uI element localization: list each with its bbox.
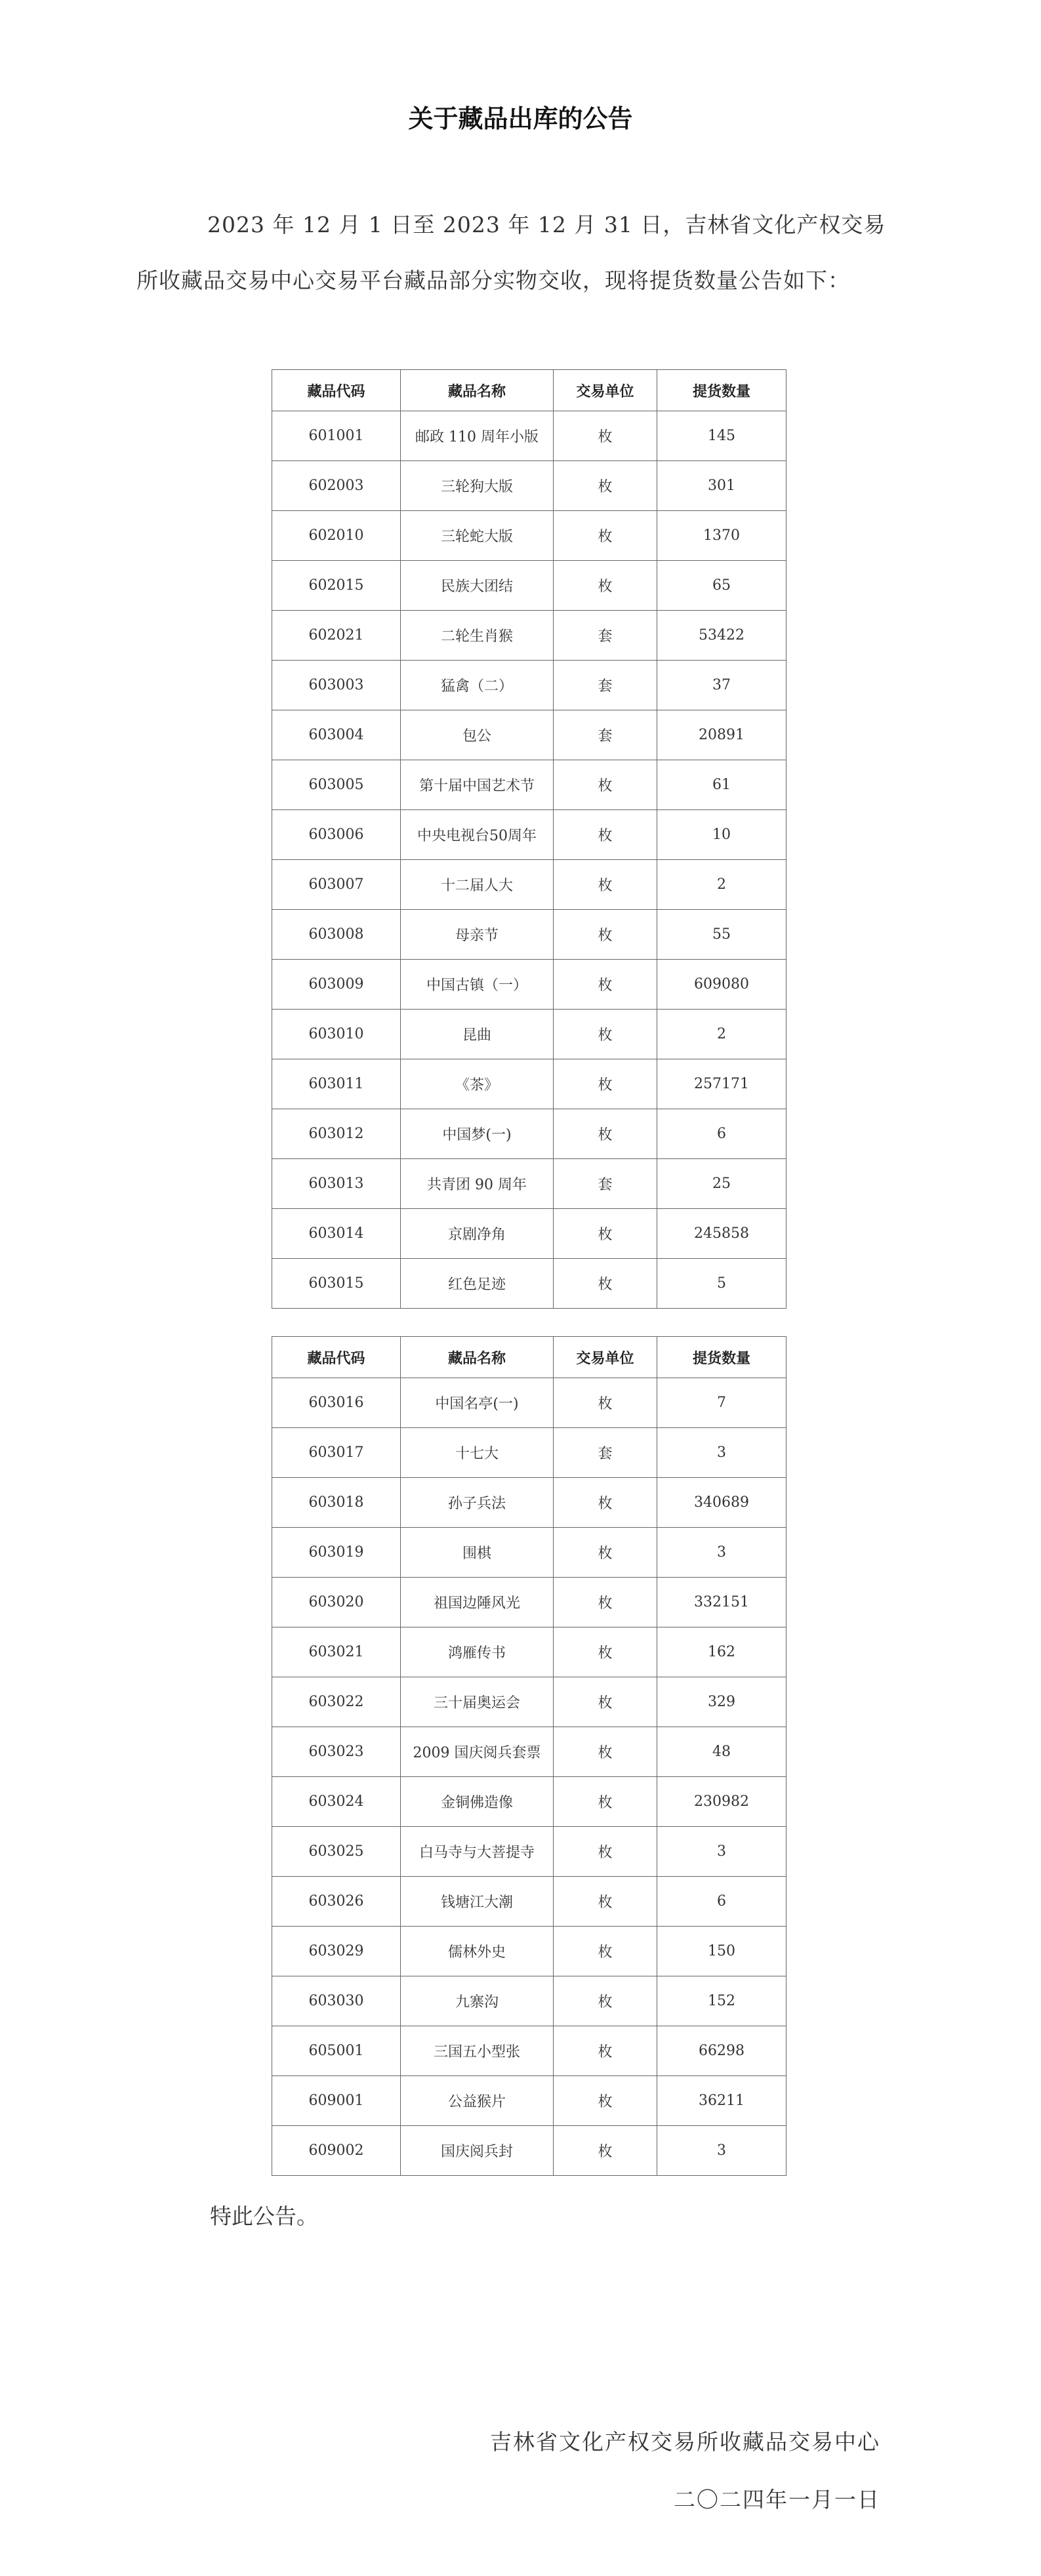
cell-name: 中央电视台50周年 bbox=[401, 810, 554, 860]
cell-code: 603007 bbox=[272, 860, 401, 910]
cell-unit: 枚 bbox=[554, 860, 657, 910]
cell-name: 中国梦(一) bbox=[401, 1109, 554, 1159]
cell-code: 603019 bbox=[272, 1528, 401, 1578]
cell-unit: 枚 bbox=[554, 561, 657, 611]
cell-unit: 枚 bbox=[554, 2076, 657, 2126]
cell-name: 包公 bbox=[401, 710, 554, 760]
cell-unit: 枚 bbox=[554, 1677, 657, 1727]
cell-code: 603021 bbox=[272, 1627, 401, 1677]
cell-quantity: 48 bbox=[657, 1727, 786, 1777]
cell-code: 603013 bbox=[272, 1159, 401, 1209]
table-row bbox=[272, 1059, 786, 1109]
stock-table-1 bbox=[272, 369, 786, 1309]
cell-quantity: 10 bbox=[657, 810, 786, 860]
cell-code: 602015 bbox=[272, 561, 401, 611]
header-code: 藏品代码 bbox=[272, 370, 401, 411]
cell-quantity: 65 bbox=[657, 561, 786, 611]
cell-name: 金铜佛造像 bbox=[401, 1777, 554, 1827]
cell-quantity: 5 bbox=[657, 1259, 786, 1309]
cell-quantity: 6 bbox=[657, 1109, 786, 1159]
cell-name: 三国五小型张 bbox=[401, 2026, 554, 2076]
table-row bbox=[272, 1378, 786, 1428]
cell-unit: 枚 bbox=[554, 2126, 657, 2176]
cell-unit: 枚 bbox=[554, 1827, 657, 1877]
cell-name: 鸿雁传书 bbox=[401, 1627, 554, 1677]
cell-unit: 枚 bbox=[554, 1378, 657, 1428]
cell-unit: 枚 bbox=[554, 1927, 657, 1976]
header-quantity: 提货数量 bbox=[657, 1337, 786, 1378]
cell-name: 猛禽（二） bbox=[401, 661, 554, 710]
cell-code: 603020 bbox=[272, 1578, 401, 1627]
cell-quantity: 230982 bbox=[657, 1777, 786, 1827]
cell-quantity: 609080 bbox=[657, 960, 786, 1010]
cell-quantity: 37 bbox=[657, 661, 786, 710]
cell-name: 中国名亭(一) bbox=[401, 1378, 554, 1428]
table-row bbox=[272, 2076, 786, 2126]
cell-name: 2009 国庆阅兵套票 bbox=[401, 1727, 554, 1777]
table-row bbox=[272, 760, 786, 810]
cell-unit: 套 bbox=[554, 611, 657, 661]
table-body bbox=[272, 411, 786, 1309]
cell-code: 602021 bbox=[272, 611, 401, 661]
cell-code: 602010 bbox=[272, 511, 401, 561]
header-name: 藏品名称 bbox=[401, 370, 554, 411]
cell-quantity: 162 bbox=[657, 1627, 786, 1677]
intro-paragraph: 2023 年 12 月 1 日至 2023 年 12 月 31 日，吉林省文化产权交易所收藏品交易中心交易平台藏品部分实物交收，现将提货数量公告如下： bbox=[136, 212, 886, 293]
table-row bbox=[272, 960, 786, 1010]
cell-unit: 枚 bbox=[554, 810, 657, 860]
cell-quantity: 3 bbox=[657, 1528, 786, 1578]
cell-quantity: 340689 bbox=[657, 1478, 786, 1528]
table-row bbox=[272, 1677, 786, 1727]
cell-name: 钱塘江大潮 bbox=[401, 1877, 554, 1927]
cell-code: 603029 bbox=[272, 1927, 401, 1976]
table-row bbox=[272, 810, 786, 860]
stock-table-2 bbox=[272, 1336, 786, 2176]
cell-unit: 套 bbox=[554, 1159, 657, 1209]
header-code: 藏品代码 bbox=[272, 1337, 401, 1378]
cell-code: 603009 bbox=[272, 960, 401, 1010]
table-row bbox=[272, 1528, 786, 1578]
cell-quantity: 329 bbox=[657, 1677, 786, 1727]
cell-code: 609002 bbox=[272, 2126, 401, 2176]
header-unit: 交易单位 bbox=[554, 1337, 657, 1378]
cell-code: 603005 bbox=[272, 760, 401, 810]
cell-unit: 枚 bbox=[554, 1109, 657, 1159]
cell-name: 中国古镇（一） bbox=[401, 960, 554, 1010]
cell-name: 三十届奥运会 bbox=[401, 1677, 554, 1727]
cell-unit: 套 bbox=[554, 710, 657, 760]
table-row bbox=[272, 1209, 786, 1259]
closing-text: 特此公告。 bbox=[210, 2203, 318, 2229]
cell-name: 白马寺与大菩提寺 bbox=[401, 1827, 554, 1877]
table-row bbox=[272, 860, 786, 910]
cell-code: 603018 bbox=[272, 1478, 401, 1528]
cell-code: 603030 bbox=[272, 1976, 401, 2026]
cell-code: 609001 bbox=[272, 2076, 401, 2126]
cell-unit: 枚 bbox=[554, 910, 657, 960]
cell-name: 祖国边陲风光 bbox=[401, 1578, 554, 1627]
table-row bbox=[272, 2026, 786, 2076]
table-row bbox=[272, 1627, 786, 1677]
cell-code: 602003 bbox=[272, 461, 401, 511]
cell-quantity: 2 bbox=[657, 1010, 786, 1059]
cell-unit: 枚 bbox=[554, 1976, 657, 2026]
cell-unit: 枚 bbox=[554, 1209, 657, 1259]
header-name: 藏品名称 bbox=[401, 1337, 554, 1378]
cell-quantity: 3 bbox=[657, 1428, 786, 1478]
cell-name: 昆曲 bbox=[401, 1010, 554, 1059]
table-row bbox=[272, 1159, 786, 1209]
cell-quantity: 20891 bbox=[657, 710, 786, 760]
table-row bbox=[272, 1428, 786, 1478]
page-title: 关于藏品出库的公告 bbox=[408, 104, 633, 133]
cell-name: 孙子兵法 bbox=[401, 1478, 554, 1528]
cell-unit: 枚 bbox=[554, 960, 657, 1010]
cell-unit: 枚 bbox=[554, 461, 657, 511]
cell-unit: 枚 bbox=[554, 1528, 657, 1578]
table-row bbox=[272, 561, 786, 611]
table-row bbox=[272, 1976, 786, 2026]
cell-quantity: 257171 bbox=[657, 1059, 786, 1109]
cell-code: 603010 bbox=[272, 1010, 401, 1059]
cell-code: 603017 bbox=[272, 1428, 401, 1478]
header-quantity: 提货数量 bbox=[657, 370, 786, 411]
cell-name: 二轮生肖猴 bbox=[401, 611, 554, 661]
cell-name: 国庆阅兵封 bbox=[401, 2126, 554, 2176]
cell-code: 603022 bbox=[272, 1677, 401, 1727]
cell-quantity: 3 bbox=[657, 2126, 786, 2176]
cell-name: 民族大团结 bbox=[401, 561, 554, 611]
cell-unit: 枚 bbox=[554, 511, 657, 561]
cell-unit: 枚 bbox=[554, 1478, 657, 1528]
table-row bbox=[272, 611, 786, 661]
table-row bbox=[272, 1877, 786, 1927]
cell-unit: 枚 bbox=[554, 1877, 657, 1927]
cell-quantity: 61 bbox=[657, 760, 786, 810]
cell-name: 儒林外史 bbox=[401, 1927, 554, 1976]
table-row bbox=[272, 1777, 786, 1827]
cell-quantity: 301 bbox=[657, 461, 786, 511]
header-unit: 交易单位 bbox=[554, 370, 657, 411]
cell-code: 605001 bbox=[272, 2026, 401, 2076]
cell-quantity: 2 bbox=[657, 860, 786, 910]
cell-code: 603015 bbox=[272, 1259, 401, 1309]
cell-unit: 枚 bbox=[554, 2026, 657, 2076]
table-row bbox=[272, 661, 786, 710]
table-row bbox=[272, 1827, 786, 1877]
table-row bbox=[272, 1259, 786, 1309]
table-row bbox=[272, 1927, 786, 1976]
cell-quantity: 3 bbox=[657, 1827, 786, 1877]
cell-unit: 枚 bbox=[554, 1578, 657, 1627]
cell-unit: 枚 bbox=[554, 1259, 657, 1309]
table-row bbox=[272, 710, 786, 760]
cell-code: 603025 bbox=[272, 1827, 401, 1877]
table-row bbox=[272, 461, 786, 511]
cell-code: 603023 bbox=[272, 1727, 401, 1777]
cell-code: 603012 bbox=[272, 1109, 401, 1159]
cell-quantity: 150 bbox=[657, 1927, 786, 1976]
table-body bbox=[272, 1378, 786, 2176]
cell-name: 共青团 90 周年 bbox=[401, 1159, 554, 1209]
signature-organization: 吉林省文化产权交易所收藏品交易中心 bbox=[490, 2429, 880, 2455]
cell-name: 邮政 110 周年小版 bbox=[401, 411, 554, 461]
cell-unit: 枚 bbox=[554, 1627, 657, 1677]
cell-quantity: 36211 bbox=[657, 2076, 786, 2126]
cell-quantity: 66298 bbox=[657, 2026, 786, 2076]
cell-unit: 枚 bbox=[554, 411, 657, 461]
cell-code: 603004 bbox=[272, 710, 401, 760]
cell-code: 603003 bbox=[272, 661, 401, 710]
table-row bbox=[272, 910, 786, 960]
cell-quantity: 7 bbox=[657, 1378, 786, 1428]
cell-name: 十二届人大 bbox=[401, 860, 554, 910]
cell-quantity: 1370 bbox=[657, 511, 786, 561]
cell-name: 公益猴片 bbox=[401, 2076, 554, 2126]
cell-code: 601001 bbox=[272, 411, 401, 461]
cell-unit: 枚 bbox=[554, 1010, 657, 1059]
cell-name: 母亲节 bbox=[401, 910, 554, 960]
table-row bbox=[272, 2126, 786, 2176]
cell-name: 围棋 bbox=[401, 1528, 554, 1578]
cell-code: 603011 bbox=[272, 1059, 401, 1109]
cell-name: 十七大 bbox=[401, 1428, 554, 1478]
cell-code: 603016 bbox=[272, 1378, 401, 1428]
cell-code: 603024 bbox=[272, 1777, 401, 1827]
cell-quantity: 6 bbox=[657, 1877, 786, 1927]
table-row bbox=[272, 1010, 786, 1059]
cell-quantity: 332151 bbox=[657, 1578, 786, 1627]
table-header-row bbox=[272, 1337, 786, 1378]
cell-quantity: 25 bbox=[657, 1159, 786, 1209]
cell-unit: 枚 bbox=[554, 1059, 657, 1109]
signature-date: 二〇二四年一月一日 bbox=[674, 2487, 880, 2512]
cell-unit: 枚 bbox=[554, 1727, 657, 1777]
cell-name: 九寨沟 bbox=[401, 1976, 554, 2026]
table-row bbox=[272, 1727, 786, 1777]
table-row bbox=[272, 411, 786, 461]
cell-name: 红色足迹 bbox=[401, 1259, 554, 1309]
cell-unit: 套 bbox=[554, 661, 657, 710]
cell-quantity: 152 bbox=[657, 1976, 786, 2026]
cell-code: 603026 bbox=[272, 1877, 401, 1927]
cell-name: 京剧净角 bbox=[401, 1209, 554, 1259]
cell-quantity: 245858 bbox=[657, 1209, 786, 1259]
cell-unit: 枚 bbox=[554, 760, 657, 810]
table-row bbox=[272, 1578, 786, 1627]
cell-code: 603006 bbox=[272, 810, 401, 860]
table-header-row bbox=[272, 370, 786, 411]
cell-name: 《茶》 bbox=[401, 1059, 554, 1109]
cell-unit: 枚 bbox=[554, 1777, 657, 1827]
cell-quantity: 55 bbox=[657, 910, 786, 960]
cell-name: 第十届中国艺术节 bbox=[401, 760, 554, 810]
table-row bbox=[272, 1109, 786, 1159]
cell-name: 三轮蛇大版 bbox=[401, 511, 554, 561]
cell-name: 三轮狗大版 bbox=[401, 461, 554, 511]
cell-unit: 套 bbox=[554, 1428, 657, 1478]
cell-code: 603014 bbox=[272, 1209, 401, 1259]
cell-quantity: 53422 bbox=[657, 611, 786, 661]
cell-quantity: 145 bbox=[657, 411, 786, 461]
table-row bbox=[272, 1478, 786, 1528]
cell-code: 603008 bbox=[272, 910, 401, 960]
table-row bbox=[272, 511, 786, 561]
